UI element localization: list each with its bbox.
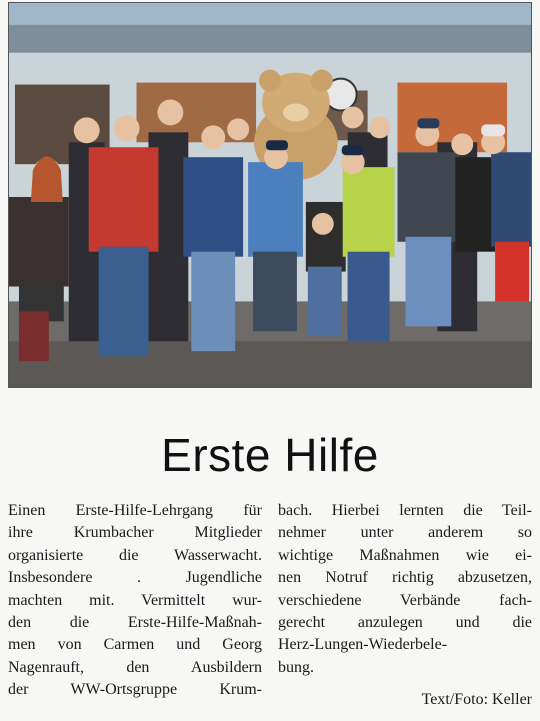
body-line: ihre Krumbacher Mitglieder [8, 524, 262, 542]
body-line: Herz-Lungen-Wiederbele- [278, 636, 448, 654]
body-line: den die Erste-Hilfe-Maßnah- [8, 614, 262, 632]
body-line: nen Notruf richtig abzusetzen, [278, 569, 532, 587]
body-line: nehmer unter anderem so [278, 524, 532, 542]
body-line: men von Carmen und Georg [8, 636, 262, 654]
body-line: bach. Hierbei lernten die Teil- [278, 502, 532, 519]
article-column-right [278, 500, 532, 712]
body-line: machten mit. Vermittelt wur- [8, 591, 262, 609]
body-line: gerecht anzulegen und die [278, 614, 532, 632]
article-body [8, 500, 532, 712]
group-photo-illustration [9, 3, 531, 387]
photo-credit: Text/Foto: Keller [421, 691, 532, 709]
body-line: organisierte die Wasserwacht. [8, 546, 262, 564]
body-line: Insbesondere . Jugendliche [8, 569, 262, 587]
group-photo [8, 2, 532, 388]
body-line: wichtige Maßnahmen wie ei- [278, 546, 532, 564]
body-line: Nagenrauft, den Ausbildern [8, 658, 262, 676]
article-column-left [8, 500, 262, 712]
body-line: verschiedene Verbände fach- [278, 591, 532, 609]
body-line: Einen Erste-Hilfe-Lehrgang für [8, 502, 262, 519]
body-line: der WW-Ortsgruppe Krum- [8, 681, 262, 699]
body-line: bung. [278, 658, 314, 676]
article-headline: Erste Hilfe [161, 429, 379, 481]
